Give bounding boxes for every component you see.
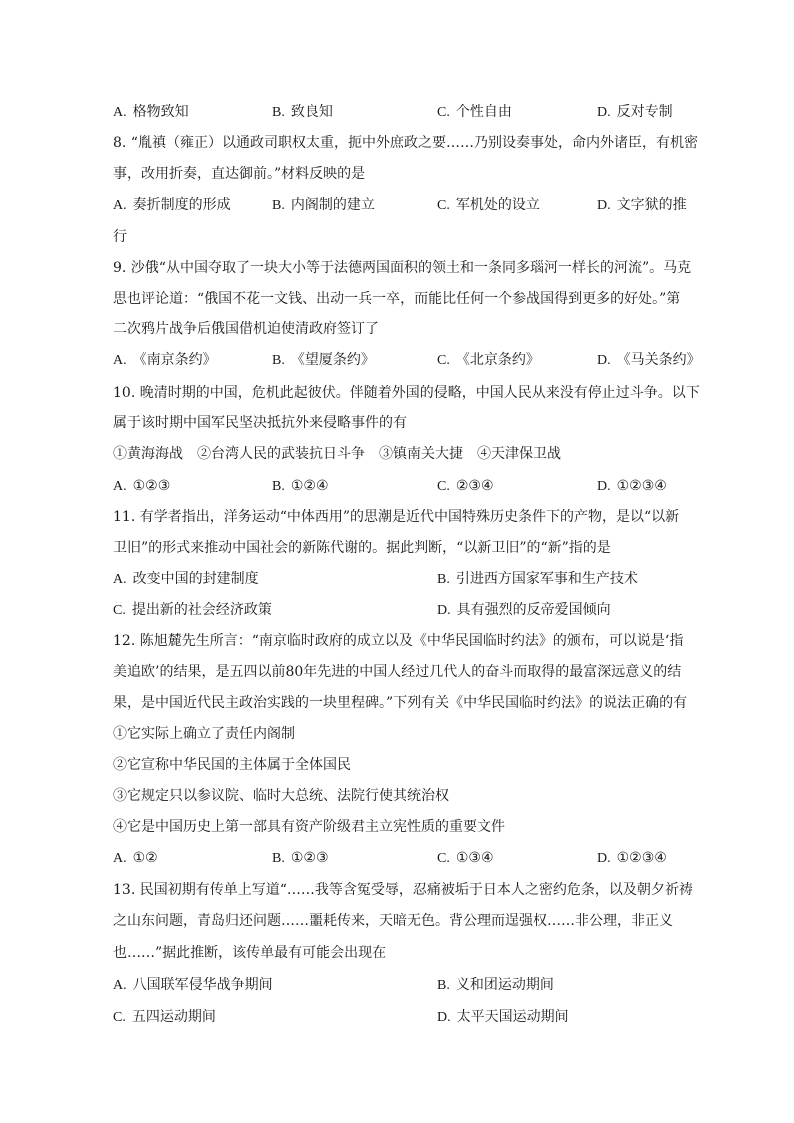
q11-stem-line-1: 11. 有学者指出，洋务运动“中体西用”的思潮是近代中国特殊历史条件下的产物，是以“以新 [113,509,680,525]
q10-option-b: B. ①②④ [272,478,329,494]
q9-option-b: B. 《望厦条约》 [272,352,375,368]
q13-option-d: D. 太平天国运动期间 [437,1009,569,1025]
q11-option-c: C. 提出新的社会经济政策 [113,602,272,618]
q12-statement-1: ①它实际上确立了责任内阁制 [113,726,295,742]
q9-stem-line-1: 9. 沙俄“从中国夺取了一块大小等于法德两国面积的领土和一条同多瑙河一样长的河流”。马克 [113,260,692,276]
q9-option-a: A. 《南京条约》 [113,352,217,368]
q10-stem-line-1: 10. 晚清时期的中国，危机此起彼伏。伴随着外国的侵略，中国人民从来没有停止过斗争。以下 [113,385,700,401]
q13-stem-line-2: 之山东问题，青岛归还问题……噩耗传来，天暗无色。背公理而逞强权……非公理，非正义 [113,913,673,929]
q12-stem-line-2: 美追欧’的结果，是五四以前80年先进的中国人经过几代人的奋斗而取得的最富深远意义的结 [113,664,682,680]
q12-option-c: C. ①③④ [437,850,494,866]
q13-option-a: A. 八国联军侵华战争期间 [113,977,273,993]
q7-option-c: C. 个性自由 [437,104,512,120]
q8-stem-line-1: 8. “胤禛（雍正）以通政司职权太重，扼中外庶政之要……乃别设奏事处，命内外诸臣，有机密 [113,135,698,151]
q8-option-c: C. 军机处的设立 [437,197,540,213]
q10-option-c: C. ②③④ [437,478,494,494]
q8-option-d: D. 文字狱的推 [597,197,687,213]
q8-option-d-wrap: 行 [113,229,127,245]
q9-stem-line-3: 二次鸦片战争后俄国借机迫使清政府签订了 [113,321,379,337]
q8-stem-line-2: 事，改用折奏，直达御前。”材料反映的是 [113,166,366,182]
q10-stem-line-3: ①黄海海战 ②台湾人民的武装抗日斗争 ③镇南关大捷 ④天津保卫战 [113,446,561,462]
q9-option-c: C. 《北京条约》 [437,352,540,368]
q7-option-a: A. 格物致知 [113,104,189,120]
q7-option-d: D. 反对专制 [597,104,673,120]
q9-option-d: D. 《马关条约》 [597,352,701,368]
q10-stem-line-2: 属于该时期中国军民坚决抵抗外来侵略事件的有 [113,415,407,431]
q10-option-d: D. ①②③④ [597,478,667,494]
q12-option-a: A. ①② [113,850,158,866]
q11-stem-line-2: 卫旧”的形式来推动中国社会的新陈代谢的。据此判断，“以新卫旧”的“新”指的是 [113,540,611,556]
q12-statement-2: ②它宣称中华民国的主体属于全体国民 [113,757,351,773]
q8-option-a: A. 奏折制度的形成 [113,197,231,213]
q8-option-b: B. 内阁制的建立 [272,197,375,213]
q13-option-c: C. 五四运动期间 [113,1009,216,1025]
q12-option-d: D. ①②③④ [597,850,667,866]
q11-option-d: D. 具有强烈的反帝爱国倾向 [437,602,611,618]
q12-option-b: B. ①②③ [272,850,329,866]
q11-option-a: A. 改变中国的封建制度 [113,571,259,587]
q12-stem-line-1: 12. 陈旭麓先生所言：“南京临时政府的成立以及《中华民国临时约法》的颁布，可以说是‘指 [113,633,684,649]
q12-statement-3: ③它规定只以参议院、临时大总统、法院行使其统治权 [113,788,449,804]
q7-option-b: B. 致良知 [272,104,333,120]
q12-statement-4: ④它是中国历史上第一部具有资产阶级君主立宪性质的重要文件 [113,819,505,835]
q13-stem-line-1: 13. 民国初期有传单上写道“……我等含冤受辱，忍痛被垢于日本人之密约危条，以及朝夕祈祷 [113,882,693,898]
q10-option-a: A. ①②③ [113,478,171,494]
q9-stem-line-2: 思也评论道：“俄国不花一文钱、出动一兵一卒，而能比任何一个参战国得到更多的好处。”第 [113,291,681,307]
q13-stem-line-3: 也……”据此推断，该传单最有可能会出现在 [113,945,387,961]
q12-stem-line-3: 果，是中国近代民主政治实践的一块里程碑。”下列有关《中华民国临时约法》的说法正确的有 [113,695,688,711]
q11-option-b: B. 引进西方国家军事和生产技术 [437,571,638,587]
q13-option-b: B. 义和团运动期间 [437,977,554,993]
